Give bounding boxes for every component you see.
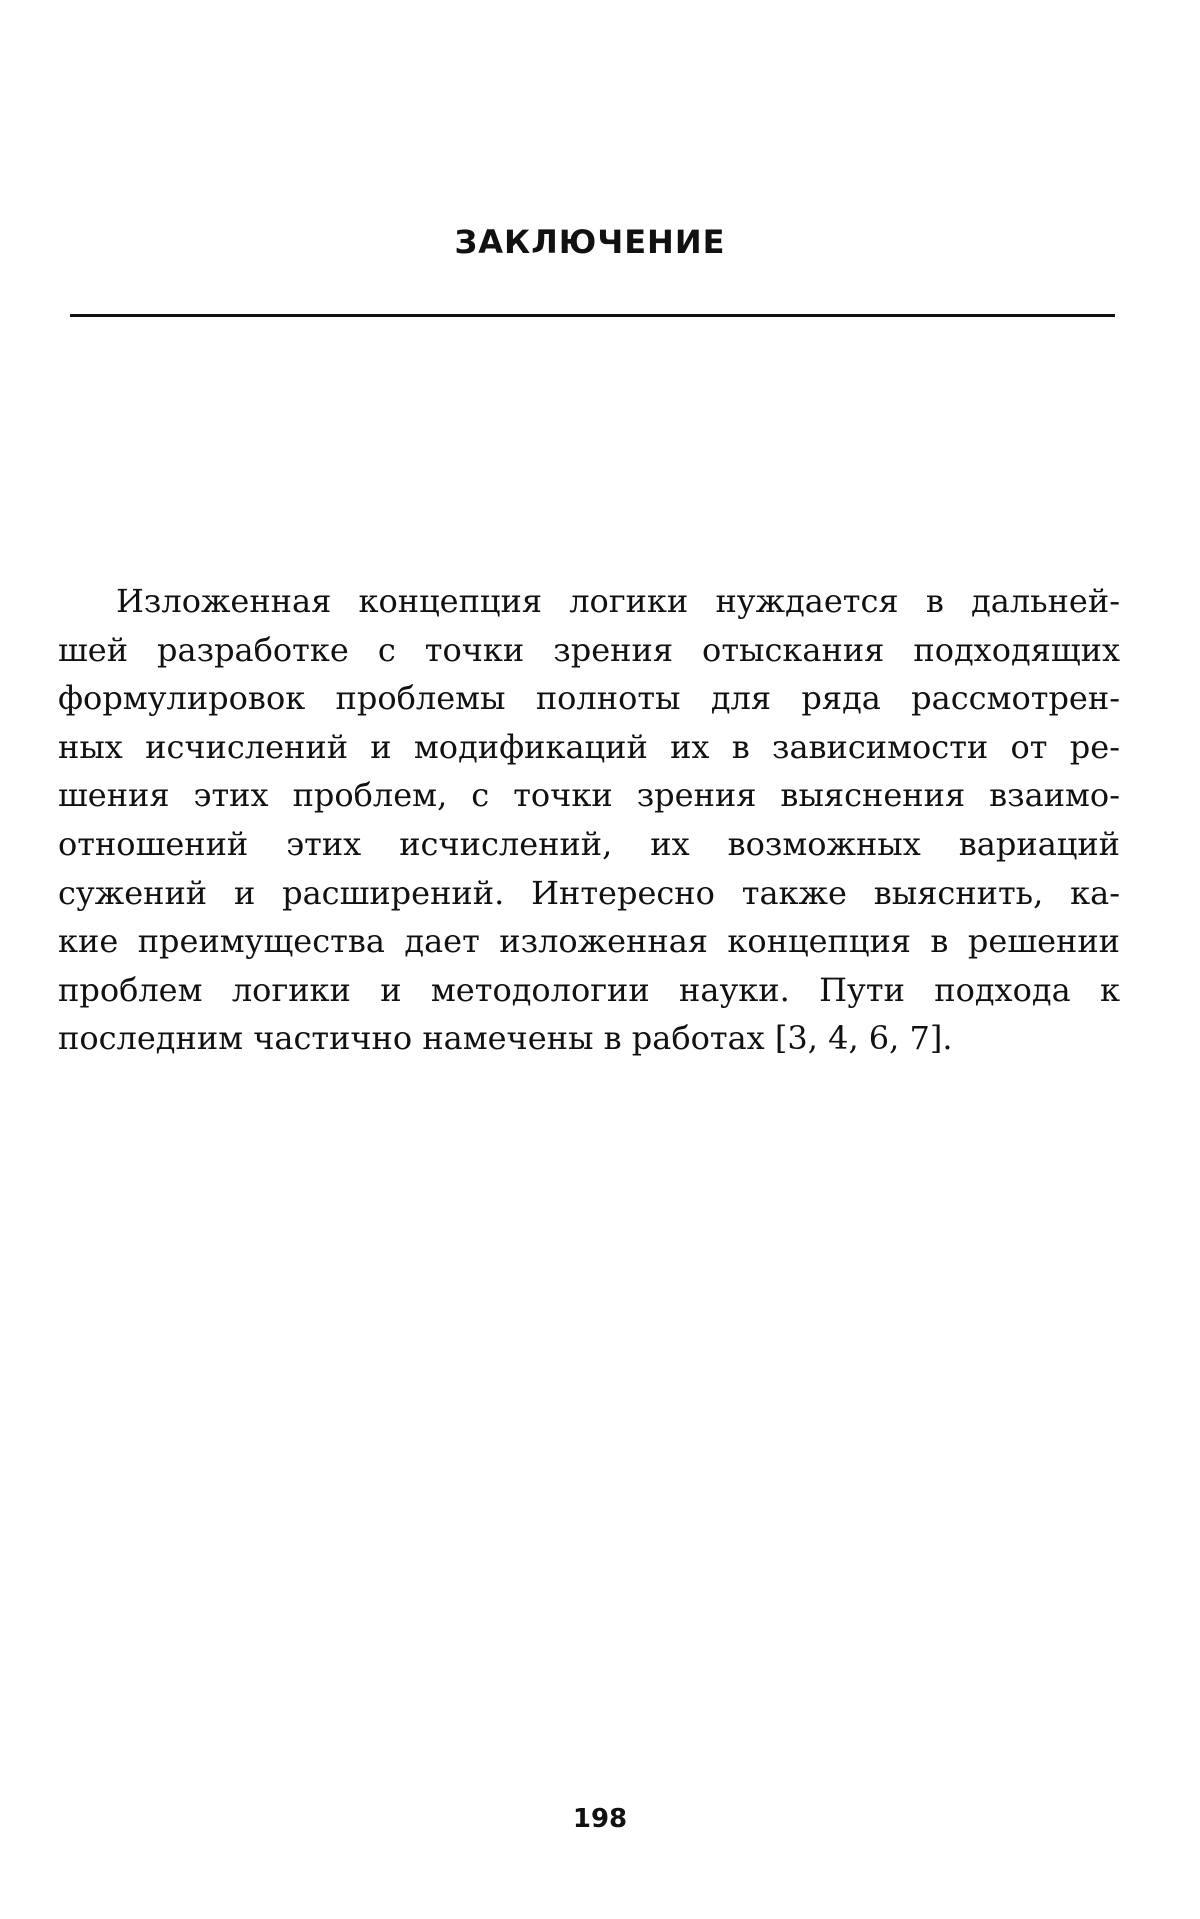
text-line: ных исчислений и модификаций их в зависимости от ре-: [58, 727, 1120, 766]
text-line: шей разработке с точки зрения отыскания подходящих: [58, 630, 1120, 669]
text-line: формулировок проблемы полноты для ряда рассмотрен-: [58, 679, 1120, 718]
text-line: кие преимущества дает изложенная концепция в решении: [58, 922, 1120, 961]
text-line: шения этих проблем, с точки зрения выяснения взаимо-: [58, 776, 1120, 815]
text-line: последним частично намечены в работах [3, 4, 6, 7].: [58, 1019, 953, 1058]
text-line: Изложенная концепция логики нуждается в дальней-: [116, 582, 1120, 620]
page-number: 198: [572, 1804, 628, 1834]
text-line: проблем логики и методологии науки. Пути подхода к: [58, 970, 1120, 1009]
title-divider: [70, 314, 1115, 317]
text-line: сужений и расширений. Интересно также выяснить, ка-: [58, 873, 1120, 912]
text-line: отношений этих исчислений, их возможных вариаций: [58, 824, 1120, 863]
chapter-title: ЗАКЛЮЧЕНИЕ: [454, 223, 726, 261]
body-paragraph: [58, 577, 1120, 1063]
